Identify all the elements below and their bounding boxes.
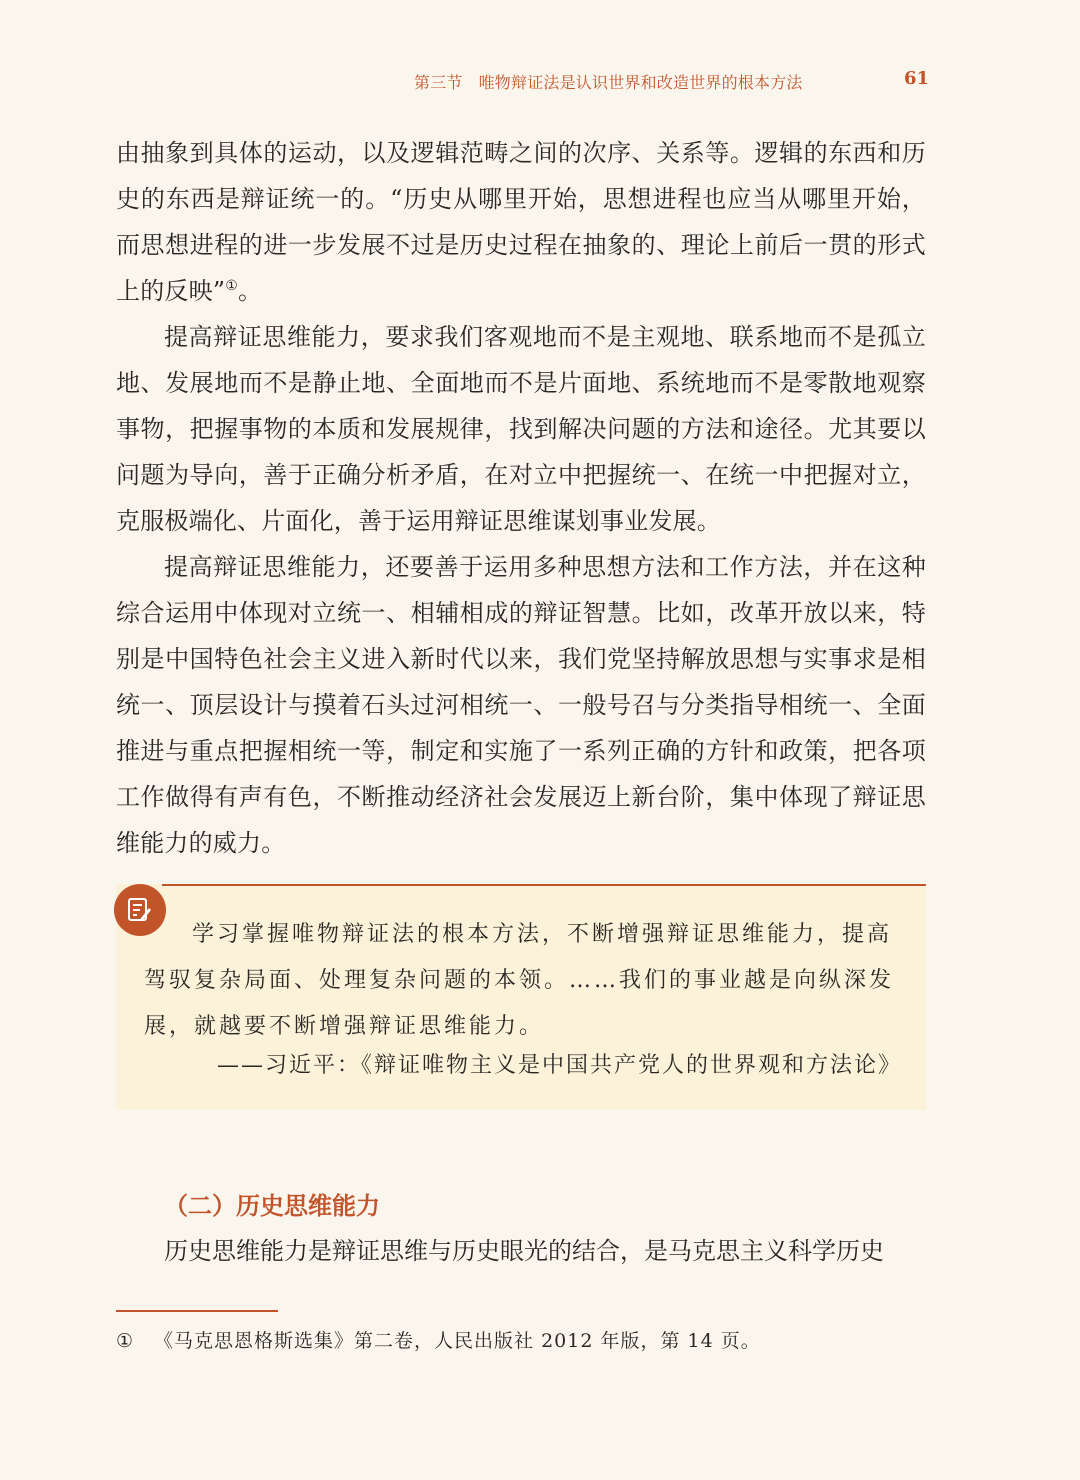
header-title-line <box>414 70 803 93</box>
header-section-label: 第三节 <box>414 73 463 92</box>
footnote-rule <box>116 1310 278 1312</box>
quote-box <box>116 884 926 1110</box>
paragraph-1-text: 由抽象到具体的运动，以及逻辑范畴之间的次序、关系等。逻辑的东西和历史的东西是辩证统一的。“历史从哪里开始，思想进程也应当从哪里开始，而思想进程的进一步发展不过是历史过程在抽象的、理论上前后一贯的形式上的反映” <box>116 139 926 305</box>
quote-top-rule <box>162 884 926 886</box>
paragraph-3: 提高辩证思维能力，还要善于运用多种思想方法和工作方法，并在这种综合运用中体现对立统一、相辅相成的辩证智慧。比如，改革开放以来，特别是中国特色社会主义进入新时代以来，我们党坚持解放思想与实事求是相统一、顶层设计与摸着石头过河相统一、一般号召与分类指导相统一、全面推进与重点把握相统一等，制定和实施了一系列正确的方针和政策，把各项工作做得有声有色，不断推动经济社会发展迈上新台阶，集中体现了辩证思维能力的威力。 <box>116 553 926 857</box>
quote-source: ——习近平：《辩证唯物主义是中国共产党人的世界观和方法论》 <box>216 1053 902 1078</box>
section-heading: （二）历史思维能力 <box>164 1192 380 1220</box>
section-first-paragraph: 历史思维能力是辩证思维与历史眼光的结合，是马克思主义科学历史 <box>164 1237 884 1265</box>
paragraph-1-tail: 。 <box>238 277 263 305</box>
footnote-reference[interactable]: ① <box>225 278 239 294</box>
footnote-marker: ① <box>116 1330 135 1352</box>
running-header <box>0 66 1080 96</box>
body-text <box>116 130 926 866</box>
footnote <box>116 1326 761 1353</box>
paragraph-1 <box>116 130 926 314</box>
quote-text: 学习掌握唯物辩证法的根本方法，不断增强辩证思维能力，提高驾驭复杂局面、处理复杂问题的本领。……我们的事业越是向纵深发展，就越要不断增强辩证思维能力。 <box>144 922 895 1039</box>
footnote-text: 《马克思恩格斯选集》第二卷，人民出版社 2012 年版，第 14 页。 <box>154 1330 761 1352</box>
page-number: 61 <box>904 68 930 89</box>
paragraph-2: 提高辩证思维能力，要求我们客观地而不是主观地、联系地而不是孤立地、发展地而不是静止地、全面地而不是片面地、系统地而不是零散地观察事物，把握事物的本质和发展规律，找到解决问题的方法和途径。尤其要以问题为导向，善于正确分析矛盾，在对立中把握统一、在统一中把握对立，克服极端化、片面化，善于运用辩证思维谋划事业发展。 <box>116 323 926 535</box>
header-section-title: 唯物辩证法是认识世界和改造世界的根本方法 <box>478 73 803 92</box>
